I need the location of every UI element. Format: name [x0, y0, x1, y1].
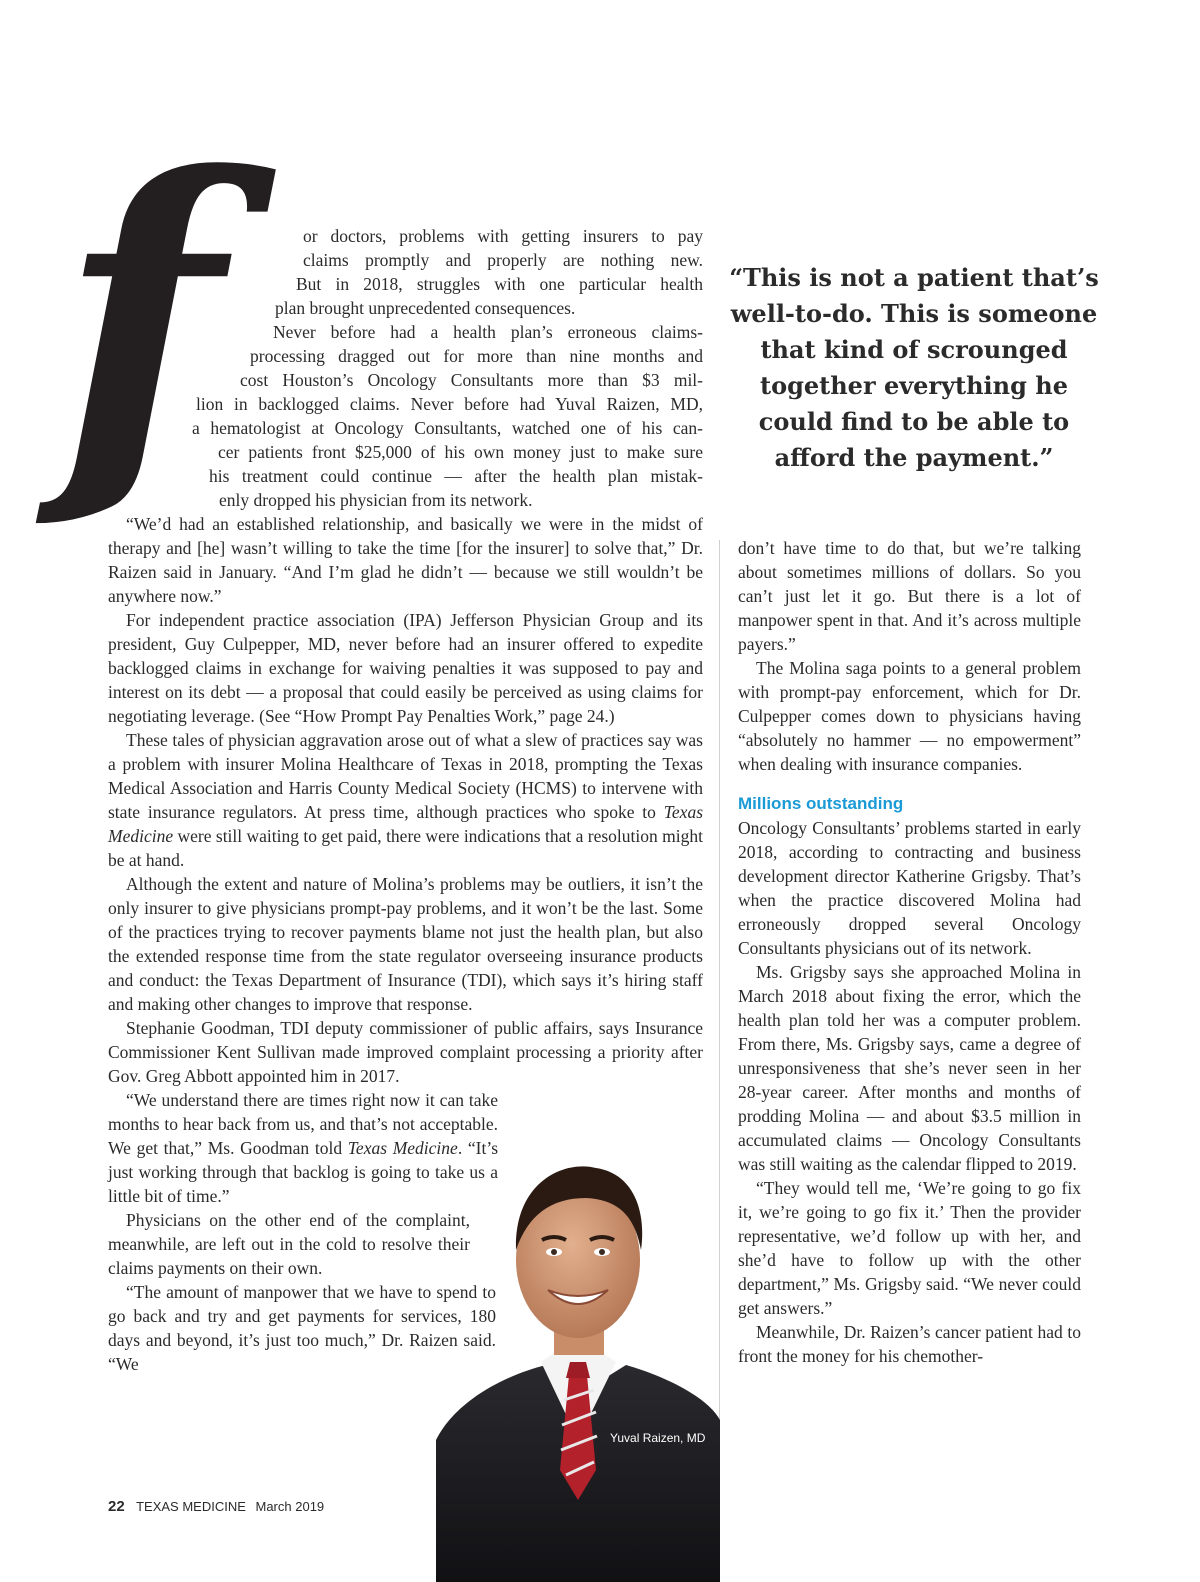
- lead-line: claims promptly and properly are nothing new.: [303, 250, 703, 270]
- paragraph: Meanwhile, Dr. Raizen’s cancer patient had to front the money for his chemother-: [738, 1322, 1081, 1366]
- magazine-name: TEXAS MEDICINE: [136, 1499, 246, 1514]
- paragraph: Although the extent and nature of Molina’s problems may be outliers, it isn’t the only insurer to give physicians prompt-pay problems, and it won’t be the last. Some of the practices trying to recover payments blame not just the health plan, but also the extended response time from the state regulator overseeing insurance products and conduct: the Texas Department of Insurance (TDI), which says it’s hiring staff and making other changes to improve that response.: [108, 874, 703, 1014]
- lead-line: or doctors, problems with getting insurers to pay: [303, 226, 703, 246]
- section-subhead: Millions outstanding: [738, 794, 904, 813]
- paragraph: “We’d had an established relationship, and basically we were in the midst of therapy and [he] wasn’t willing to take the time [for the insurer] to solve that,” Dr. Raizen said in January. “And I’m glad he didn’t — because we still wouldn’t be anywhere now.”: [108, 514, 703, 606]
- lead-line: Never before had a health plan’s erroneous claims-: [273, 322, 703, 342]
- lead-line: lion in backlogged claims. Never before had Yuval Raizen, MD,: [196, 394, 703, 414]
- paragraph: don’t have time to do that, but we’re talking about sometimes millions of dollars. So you can’t just let it go. But there is a lot of manpower spent in that. And it’s across multiple payers.”: [738, 538, 1081, 654]
- body-column-right: [738, 536, 1081, 1368]
- paragraph: These tales of physician aggravation arose out of what a slew of practices say was a problem with insurer Molina Healthcare of Texas in 2018, prompting the Texas Medical Association and Harris County Medical Society (HCMS) to intervene with state insurance regulators. At press time, although practices who spoke to Texas Medicine were still waiting to get paid, there were indications that a resolution might be at hand.: [108, 730, 704, 870]
- pull-quote: “This is not a patient that’s well-to-do. This is someone that kind of scrounged together everything he could find to be able to afford the payment.”: [729, 263, 1099, 472]
- issue-date: March 2019: [255, 1499, 325, 1514]
- lead-line: cost Houston’s Oncology Consultants more than $3 mil-: [240, 370, 703, 390]
- lead-line: enly dropped his physician from its network.: [219, 490, 533, 510]
- paragraph: “We understand there are times right now it can take months to hear back from us, and that’s not acceptable. We get that,” Ms. Goodman told Texas Medicine. “It’s just working through that backlog is going to take us a little bit of time.”: [108, 1090, 499, 1206]
- page-footer: [108, 1498, 324, 1515]
- page-number: 22: [108, 1498, 125, 1515]
- paragraph: Ms. Grigsby says she approached Molina in March 2018 about fixing the error, which the health plan told her was a computer problem. From there, Ms. Grigsby says, came a degree of unresponsiveness that she’s never seen in her 28-year career. After months and months of prodding Molina — and about $3.5 million in accumulated claims — Oncology Consultants was still waiting as the calendar flipped to 2019.: [738, 962, 1081, 1174]
- portrait-photo: [436, 1140, 720, 1582]
- lead-line: a hematologist at Oncology Consultants, watched one of his can-: [192, 418, 703, 438]
- paragraph: Stephanie Goodman, TDI deputy commissioner of public affairs, says Insurance Commissioner Kent Sullivan made improved complaint processing a priority after Gov. Greg Abbott appointed him in 2017.: [108, 1018, 703, 1086]
- paragraph: “The amount of manpower that we have to spend to go back and try and get payments for services, 180 days and beyond, it’s just too much,” Dr. Raizen said. “We: [108, 1282, 496, 1374]
- paragraph: Physicians on the other end of the complaint, meanwhile, are left out in the cold to resolve their claims payments on their own.: [108, 1210, 470, 1278]
- paragraph: Oncology Consultants’ problems started in early 2018, according to contracting and business development director Katherine Grigsby. That’s when the practice discovered Molina had erroneously dropped several Oncology Consultants physicians out of its network.: [738, 818, 1081, 958]
- lead-line: cer patients front $25,000 of his own money just to make sure: [218, 442, 703, 462]
- lead-line: But in 2018, struggles with one particular health: [296, 274, 703, 294]
- photo-caption: Yuval Raizen, MD: [610, 1431, 706, 1445]
- paragraph: For independent practice association (IPA) Jefferson Physician Group and its president, Guy Culpepper, MD, never before had an insurer offered to expedite backlogged claims in exchange for waiving penalties it was supposed to pay and interest on its debt — a proposal that could easily be perceived as using claims for negotiating leverage. (See “How Prompt Pay Penalties Work,” page 24.): [108, 610, 703, 726]
- drop-cap: f: [58, 94, 222, 541]
- lead-line: plan brought unprecedented consequences.: [275, 298, 576, 318]
- lead-paragraph: [103, 224, 703, 512]
- lead-line: processing dragged out for more than nine months and: [250, 346, 703, 366]
- lead-line: his treatment could continue — after the health plan mistak-: [209, 466, 703, 486]
- paragraph: “They would tell me, ‘We’re going to go fix it, we’re going to go fix it.’ Then the provider representative, we’d follow up with her, and she’d have to follow up with the other department,” Ms. Grigsby said. “We never could get answers.”: [738, 1178, 1081, 1318]
- paragraph: The Molina saga points to a general problem with prompt-pay enforcement, which for Dr. Culpepper comes down to physicians having “absolutely no hammer — no empowerment” when dealing with insurance companies.: [738, 658, 1081, 774]
